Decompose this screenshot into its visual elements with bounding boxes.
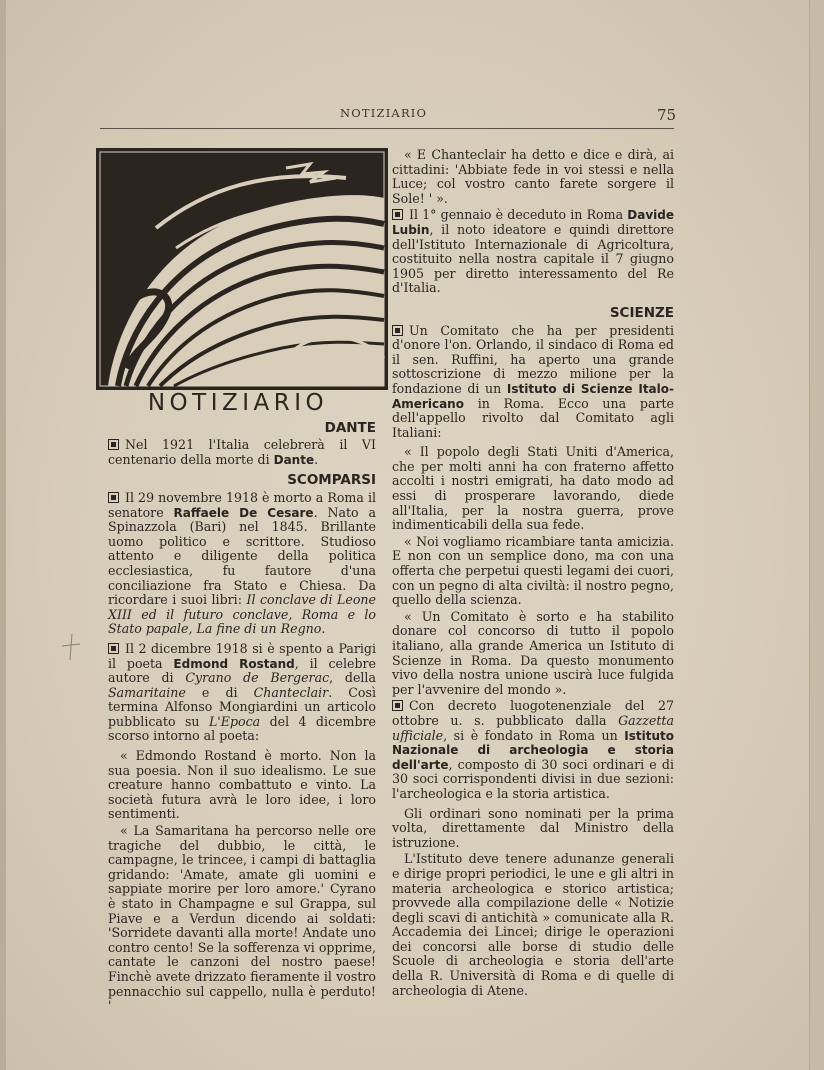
header-rule: [100, 128, 674, 129]
page-number: 75: [657, 106, 677, 124]
pencil-cross-mark: [58, 632, 84, 662]
quote-appello-1: « Il popolo degli Stati Uniti d'America, che per molti anni ha con fraterno affetto accolti i nostri emigrati, ha dato modo ad essi di prosperare lavorando, diede all'Italia, per la nostra guerra, prove indimenticabili della sua fede.: [392, 444, 674, 533]
paragraph-istituto-italo-americano: Un Comitato che ha per presidenti d'onore l'on. Orlando, il sindaco di Roma ed il sen. Ruffini, ha aperto una grande sottoscrizione di mezzo milione per la fondazione di un Istituto di Scienze Italo-Americano in Roma. Ecco una parte dell'appello rivolto dal Comitato agli Italiani:: [392, 322, 674, 440]
paragraph-de-cesare: Il 29 novembre 1918 è morto a Roma il senatore Raffaele De Cesare. Nato a Spinazzola (Bari) nel 1845. Brillante uomo politico e scrittore. Studioso attento e diligente della politica ecclesiastica, fu fautore d'una conciliazione fra Stato e Chiesa. Da ricordare i suoi libri: Il conclave di Leone XIII ed il futuro conclave, Roma e lo Stato papale, La fine di un Regno.: [108, 489, 377, 637]
paragraph-dante: Nel 1921 l'Italia celebrerà il VI centenario della morte di Dante.: [108, 437, 376, 467]
bullet-box-icon: [392, 325, 403, 336]
quote-appello-2: « Noi vogliamo ricambiare tanta amicizia. E non con un semplice dono, ma con una offerta che perpetui questi legami dei cuori, con un pegno di alta civiltà: il nostro pegno, quello della scienza.: [392, 533, 674, 608]
running-title: NOTIZIARIO: [340, 106, 428, 120]
quote-rostand-2: « La Samaritana ha percorso nelle ore tragiche del dubbio, le città, le campagne, le trincee, i campi di battaglia gridando: 'Amate, amate gli uomini e sappiate morire per loro amore.' Cyrano è stato in Champagne e sul Grappa, sul Piave e a Verdun dicendo ai soldati: 'Sorridete davanti alla morte! Andate uno contro cento! Se la sofferenza vi opprime, cantate le canzoni del nostro paese! Finchè avete drizzato fieramente il vostro pennacchio sul cappello, nulla è perduto! ': [108, 823, 376, 1014]
page-edge-left: [0, 0, 6, 1070]
bullet-box-icon: [108, 643, 119, 654]
wing-woodcut-image: [96, 148, 388, 390]
page-edge-right: [809, 0, 824, 1070]
heading-scomparsi: SCOMPARSI: [287, 472, 376, 489]
quote-chanteclair: « E Chanteclair ha detto e dice e dirà, ai cittadini: 'Abbiate fede in voi stessi e nella Luce; col vostro canto farete sorgere il Sole! ' ».: [392, 147, 674, 206]
paragraph-istituto-archeologia: Con decreto luogotenenziale del 27 ottobre u. s. pubblicato dalla Gazzetta ufficiale, si è fondato in Roma un Istituto Nazionale di archeologia e storia dell'arte, composto di 30 soci ordinari e di 30 soci corrispondenti divisi in due sezioni: l'archeologica e la storia artistica.: [392, 698, 674, 801]
bullet-box-icon: [392, 209, 403, 220]
paragraph-rostand: Il 2 dicembre 1918 si è spento a Parigi il poeta Edmond Rostand, il celebre autore di Cyrano de Bergerac, della Samaritaine e di Chanteclair. Così termina Alfonso Mongiardini un articolo pubblicato su L'Epoca del 4 dicembre scorso intorno al poeta:: [108, 640, 377, 744]
left-column: [108, 148, 376, 1016]
paragraph-ordinari: Gli ordinari sono nominati per la prima volta, direttamente dal Ministro della istruzione.: [392, 805, 674, 850]
right-column: [392, 148, 674, 1000]
bullet-box-icon: [108, 439, 119, 450]
heading-scienze: SCIENZE: [609, 304, 674, 321]
bullet-box-icon: [392, 700, 403, 711]
paragraph-adunanze: L'Istituto deve tenere adunanze generali e dirige propri periodici, le une e gli altri in materia archeologica e storico artistica; provvede alla compilazione delle « Notizie degli scavi di antichità » comunicate alla R. Accademia dei Lincei; dirige le operazioni dei concorsi alle borse di studio delle Scuole di archeologia e storia dell'arte della R. Università di Roma e di quelle di archeologia di Atene.: [392, 851, 674, 998]
heading-dante: DANTE: [324, 419, 376, 436]
quote-rostand-1: « Edmondo Rostand è morto. Non la sua poesia. Non il suo idealismo. Le sue creature hanno combattuto e vinto. La società futura avrà le loro idee, i loro sentimenti.: [108, 748, 376, 822]
paragraph-lubin: Il 1° gennaio è deceduto in Roma Davide Lubin, il noto ideatore e quindi direttore dell'Istituto Internazionale di Agricoltura, costituito nella nostra capitale il 7 giugno 1905 per diretto interessamento del Re d'Italia.: [392, 207, 674, 296]
quote-appello-3: « Un Comitato è sorto e ha stabilito donare col concorso di tutto il popolo italiano, alla grande America un Istituto di Scienze in Roma. Da questo monumento vivo della nostra unione uscirà luce fulgida per l'avvenire del mondo ».: [392, 608, 674, 697]
bullet-box-icon: [108, 492, 119, 503]
section-title: NOTIZIARIO: [147, 390, 329, 416]
